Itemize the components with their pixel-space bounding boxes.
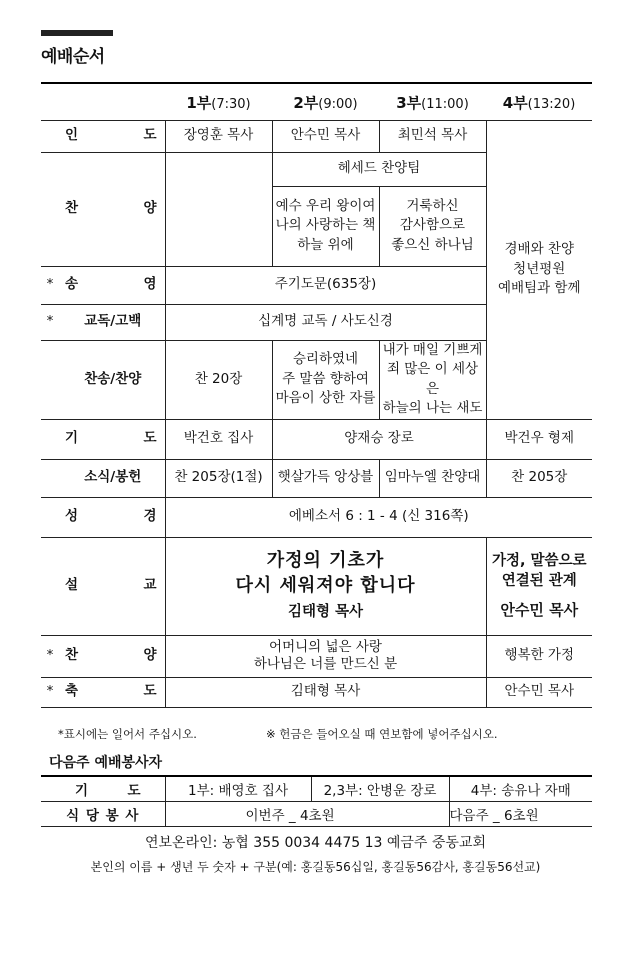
header-blank [41,88,165,120]
kitchen-next-week: 다음주 _ 6초원 [449,802,592,827]
sermon-label: 설 교 [41,537,165,635]
service-1-header: 1부(7:30) [165,88,272,120]
post-praise-s4: 행복한 가정 [486,635,592,677]
praise-s2: 예수 우리 왕이여 나의 사랑하는 책 하늘 위에 [272,186,379,266]
scripture-value: 에베소서 6 : 1 - 4 (신 316쪽) [165,497,592,537]
section-header [41,30,113,67]
hymn-label: 찬송/찬양 [41,340,165,419]
scripture-row [41,497,592,537]
title-bar [41,30,113,36]
sermon-title-1: 가정의 기초가 [266,550,385,572]
benediction-row [41,677,592,707]
praise-s1 [165,152,272,266]
hymn-s3: 내가 매일 기쁘게 죄 많은 이 세상은 하늘의 나는 새도 [379,340,486,419]
news-s4: 찬 205장 [486,459,592,497]
service-4-header: 4부(13:20) [486,88,592,120]
sermon-title-2: 다시 세워져야 합니다 [235,574,416,596]
news-row [41,459,592,497]
prayer-s1: 박건호 집사 [165,419,272,459]
notes [58,726,592,742]
leader-s2: 안수민 목사 [272,120,379,152]
prayer-s23: 양재승 장로 [272,419,486,459]
next-prayer-p1: 1부: 배영호 집사 [165,776,311,802]
note-stand: *표시에는 일어서 주십시오. [58,727,197,741]
sermon-s4: 가정, 말씀으로 연결된 관계 안수민 목사 [486,537,592,635]
worship-order-table [41,88,592,708]
sermon-preacher: 김태형 목사 [287,604,364,621]
online-offering-info: 연보온라인: 농협 355 0034 4475 13 예금주 중동교회 [145,835,486,851]
leader-s3: 최민석 목사 [379,120,486,152]
sermon-row [41,537,592,635]
kitchen-this-week: 이번주 _ 4초원 [165,802,449,827]
hymn-s1: 찬 20장 [165,340,272,419]
prayer-s4: 박건우 형제 [486,419,592,459]
news-s1: 찬 205장(1절) [165,459,272,497]
top-rule [41,82,592,84]
service-2-header: 2부(9:00) [272,88,379,120]
news-label: 소식/봉헌 [41,459,165,497]
scripture-label: 성 경 [41,497,165,537]
benediction-label: * 축 도 [41,677,165,707]
kitchen-label: 식 당 봉 사 [41,802,165,827]
prayer-label: 기 도 [41,419,165,459]
kitchen-row [41,802,592,827]
creed-label: * 교독/고백 [41,304,165,340]
post-praise-row [41,635,592,677]
offering-naming-note: 본인의 이름 + 생년 두 숫자 + 구분(예: 홍길동56십일, 홍길동56감사, 홍길동56선교) [90,860,541,874]
benediction-s4: 안수민 목사 [486,677,592,707]
next-prayer-row [41,776,592,802]
praise-label: 찬 양 [41,152,165,266]
doxology-label: * 송 영 [41,266,165,304]
leader-s1: 장영훈 목사 [165,120,272,152]
next-prayer-label: 기 도 [41,776,165,802]
news-s3: 임마누엘 찬양대 [379,459,486,497]
creed-value: 십계명 교독 / 사도신경 [165,304,486,340]
next-week-title: 다음주 예배봉사자 [49,755,163,771]
sermon-main [165,537,486,635]
post-praise-value: 어머니의 넓은 사랑 하나님은 너를 만드신 분 [165,635,486,677]
section-title: 예배순서 [41,47,105,67]
service-header-row [41,88,592,120]
praise-team: 헤세드 찬양팀 [272,152,486,186]
doxology-value: 주기도문(635장) [165,266,486,304]
note-offering-box: ※ 헌금은 들어오실 때 연보함에 넣어주십시오. [266,727,498,741]
benediction-value: 김태형 목사 [165,677,486,707]
news-s2: 햇살가득 앙상블 [272,459,379,497]
next-prayer-p23: 2,3부: 안병운 장로 [311,776,449,802]
leader-label: 인 도 [41,120,165,152]
next-week-table [41,775,592,827]
praise-s3: 거룩하신 감사함으로 좋으신 하나님 [379,186,486,266]
s4-praise-cell: 경배와 찬양 청년평원 예배팀과 함께 [486,120,592,419]
leader-row [41,120,592,152]
next-prayer-p4: 4부: 송유나 자매 [449,776,592,802]
prayer-row [41,419,592,459]
post-praise-label: * 찬 양 [41,635,165,677]
service-3-header: 3부(11:00) [379,88,486,120]
hymn-s2: 승리하였네 주 말씀 향하여 마음이 상한 자를 [272,340,379,419]
